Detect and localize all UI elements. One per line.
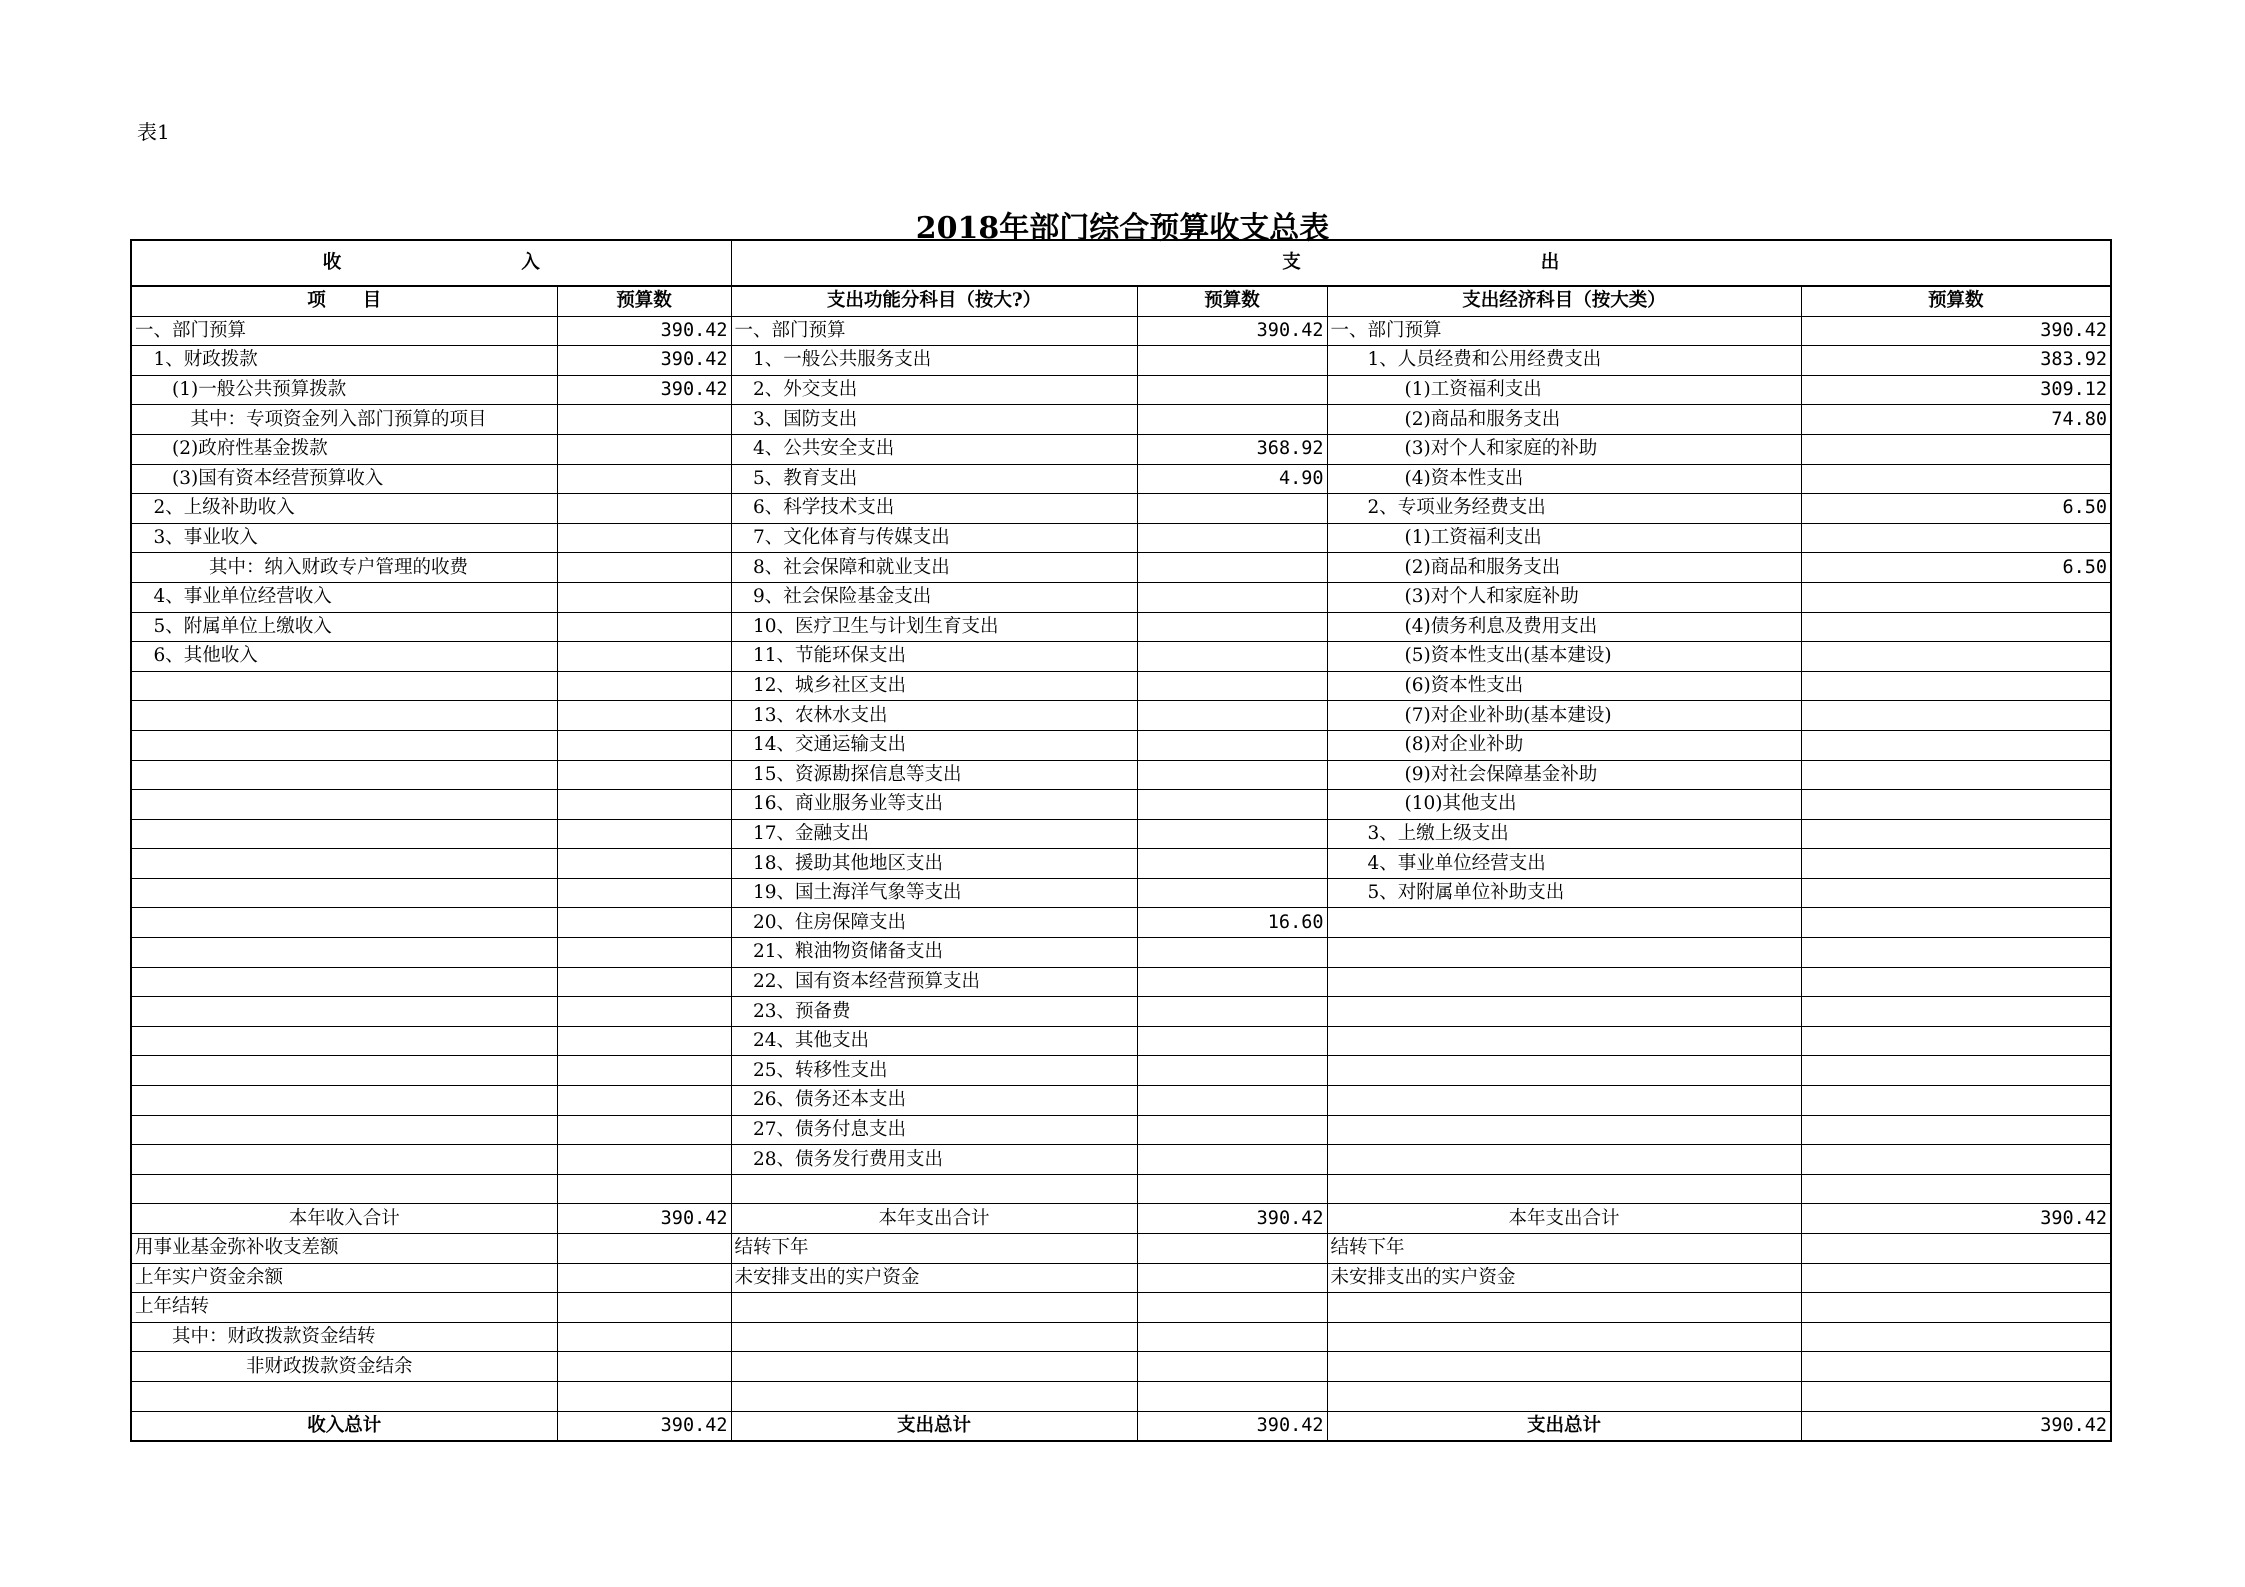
income-amount-cell: [557, 1381, 731, 1411]
income-amount-cell: [557, 1026, 731, 1056]
table-row: [131, 612, 2111, 642]
economic-item-cell: [1327, 1322, 1801, 1352]
economic-amount-cell: [1801, 760, 2111, 790]
economic-amount-cell: [1801, 1145, 2111, 1175]
economic-item-cell: [1327, 967, 1801, 997]
functional-amount-cell: [1137, 1234, 1327, 1264]
functional-amount-cell: [1137, 1322, 1327, 1352]
functional-item-cell: 23、预备费: [731, 997, 1137, 1027]
functional-item-cell: [731, 1381, 1137, 1411]
economic-item-cell: (1)工资福利支出: [1327, 523, 1801, 553]
functional-amount-cell: [1137, 1056, 1327, 1086]
functional-amount-cell: [1137, 1086, 1327, 1116]
functional-item-cell: 2、外交支出: [731, 375, 1137, 405]
functional-amount-cell: [1137, 790, 1327, 820]
income-item-cell: [131, 701, 557, 731]
economic-item-cell: (2)商品和服务支出: [1327, 405, 1801, 435]
economic-amount-cell: [1801, 967, 2111, 997]
income-amount-cell: [557, 642, 731, 672]
income-item-cell: 其中：纳入财政专户管理的收费: [131, 553, 557, 583]
economic-amount-cell: [1801, 908, 2111, 938]
table-row: [131, 1293, 2111, 1323]
functional-amount-cell: [1137, 819, 1327, 849]
functional-item-cell: 26、债务还本支出: [731, 1086, 1137, 1116]
table-row: [131, 701, 2111, 731]
table-row: [131, 967, 2111, 997]
table-row: [131, 1322, 2111, 1352]
table-row: [131, 908, 2111, 938]
table-row: [131, 1086, 2111, 1116]
functional-item-cell: 一、部门预算: [731, 316, 1137, 346]
economic-item-cell: 4、事业单位经营支出: [1327, 849, 1801, 879]
income-item-cell: 2、上级补助收入: [131, 494, 557, 524]
income-amount-cell: 390.42: [557, 346, 731, 376]
functional-item-cell: 24、其他支出: [731, 1026, 1137, 1056]
income-amount-cell: [557, 434, 731, 464]
economic-amount-cell: 390.42: [1801, 316, 2111, 346]
economic-item-cell: (2)商品和服务支出: [1327, 553, 1801, 583]
expense-section-header: [731, 240, 2111, 286]
income-item-cell: [131, 760, 557, 790]
functional-amount-cell: [1137, 938, 1327, 968]
economic-amount-cell: [1801, 1322, 2111, 1352]
economic-amount-cell: [1801, 1293, 2111, 1323]
income-section-header: [131, 240, 731, 286]
income-item-cell: 其中：财政拨款资金结转: [131, 1322, 557, 1352]
income-item-cell: [131, 878, 557, 908]
income-item-cell: 收入总计: [131, 1411, 557, 1441]
income-amount-cell: 390.42: [557, 375, 731, 405]
table-row: [131, 790, 2111, 820]
functional-item-cell: 5、教育支出: [731, 464, 1137, 494]
functional-item-cell: 28、债务发行费用支出: [731, 1145, 1137, 1175]
income-amount-cell: [557, 997, 731, 1027]
economic-item-cell: (3)对个人和家庭补助: [1327, 582, 1801, 612]
functional-amount-cell: [1137, 878, 1327, 908]
economic-amount-cell: 6.50: [1801, 494, 2111, 524]
economic-amount-cell: [1801, 878, 2111, 908]
income-item-cell: 一、部门预算: [131, 316, 557, 346]
economic-item-cell: [1327, 1026, 1801, 1056]
income-item-cell: 6、其他收入: [131, 642, 557, 672]
income-amount-cell: [557, 1322, 731, 1352]
income-amount-cell: [557, 1086, 731, 1116]
economic-amount-cell: 390.42: [1801, 1411, 2111, 1441]
income-amount-cell: [557, 967, 731, 997]
economic-amount-cell: 309.12: [1801, 375, 2111, 405]
table-row: [131, 464, 2111, 494]
table-row: [131, 346, 2111, 376]
table-row: [131, 1174, 2111, 1204]
functional-amount-cell: [1137, 1263, 1327, 1293]
income-amount-cell: [557, 1263, 731, 1293]
functional-item-cell: 3、国防支出: [731, 405, 1137, 435]
income-item-cell: 本年收入合计: [131, 1204, 557, 1234]
economic-amount-cell: [1801, 1056, 2111, 1086]
income-item-cell: [131, 1086, 557, 1116]
economic-item-cell: 3、上缴上级支出: [1327, 819, 1801, 849]
economic-amount-cell: [1801, 671, 2111, 701]
economic-item-cell: (9)对社会保障基金补助: [1327, 760, 1801, 790]
functional-item-cell: 18、援助其他地区支出: [731, 849, 1137, 879]
income-amount-cell: [557, 1145, 731, 1175]
functional-amount-cell: [1137, 967, 1327, 997]
table-row: [131, 1234, 2111, 1264]
economic-amount-cell: 383.92: [1801, 346, 2111, 376]
income-amount-cell: [557, 405, 731, 435]
income-item-cell: [131, 1381, 557, 1411]
economic-item-cell: 本年支出合计: [1327, 1204, 1801, 1234]
table-row: [131, 582, 2111, 612]
economic-item-cell: (3)对个人和家庭的补助: [1327, 434, 1801, 464]
functional-amount-cell: [1137, 346, 1327, 376]
income-item-cell: 非财政拨款资金结余: [131, 1352, 557, 1382]
economic-amount-cell: [1801, 464, 2111, 494]
functional-item-cell: 9、社会保险基金支出: [731, 582, 1137, 612]
income-amount-cell: [557, 849, 731, 879]
table-row: [131, 316, 2111, 346]
economic-item-cell: 结转下年: [1327, 1234, 1801, 1264]
income-item-cell: [131, 1115, 557, 1145]
economic-item-cell: [1327, 1352, 1801, 1382]
economic-amount-cell: [1801, 1381, 2111, 1411]
column-header-row: [131, 286, 2111, 316]
economic-amount-cell: [1801, 701, 2111, 731]
economic-amount-cell: 74.80: [1801, 405, 2111, 435]
table-row: [131, 819, 2111, 849]
table-row: [131, 997, 2111, 1027]
table-row: [131, 405, 2111, 435]
income-amount-cell: [557, 938, 731, 968]
table-row: [131, 878, 2111, 908]
table-row: [131, 1352, 2111, 1382]
table-row: [131, 1026, 2111, 1056]
income-amount-cell: [557, 701, 731, 731]
income-item-cell: [131, 819, 557, 849]
functional-amount-cell: [1137, 760, 1327, 790]
table-row: [131, 1056, 2111, 1086]
header-income-item: 项 目: [131, 286, 557, 316]
income-amount-cell: [557, 553, 731, 583]
functional-amount-cell: [1137, 849, 1327, 879]
income-item-cell: 用事业基金弥补收支差额: [131, 1234, 557, 1264]
income-amount-cell: [557, 908, 731, 938]
economic-amount-cell: [1801, 997, 2111, 1027]
budget-table: [130, 239, 2112, 1442]
table-row: [131, 760, 2111, 790]
page-title: 2018年部门综合预算收支总表: [915, 211, 1330, 246]
header-economic-amount: 预算数: [1801, 286, 2111, 316]
income-item-cell: [131, 967, 557, 997]
functional-item-cell: 8、社会保障和就业支出: [731, 553, 1137, 583]
functional-item-cell: 11、节能环保支出: [731, 642, 1137, 672]
table-row: [131, 1145, 2111, 1175]
income-item-cell: [131, 1145, 557, 1175]
expense-section-char-2: 出: [1540, 252, 1560, 273]
functional-item-cell: 7、文化体育与传媒支出: [731, 523, 1137, 553]
economic-item-cell: (7)对企业补助(基本建设): [1327, 701, 1801, 731]
functional-item-cell: 25、转移性支出: [731, 1056, 1137, 1086]
functional-item-cell: 14、交通运输支出: [731, 730, 1137, 760]
header-functional-item: 支出功能分科目（按大?）: [731, 286, 1137, 316]
income-item-cell: 4、事业单位经营收入: [131, 582, 557, 612]
economic-item-cell: (4)资本性支出: [1327, 464, 1801, 494]
income-item-cell: 上年实户资金余额: [131, 1263, 557, 1293]
functional-amount-cell: [1137, 582, 1327, 612]
functional-amount-cell: 4.90: [1137, 464, 1327, 494]
income-item-cell: [131, 1026, 557, 1056]
income-item-cell: 5、附属单位上缴收入: [131, 612, 557, 642]
income-amount-cell: [557, 582, 731, 612]
functional-item-cell: 16、商业服务业等支出: [731, 790, 1137, 820]
table-row: [131, 553, 2111, 583]
table-row: [131, 849, 2111, 879]
functional-item-cell: 结转下年: [731, 1234, 1137, 1264]
income-item-cell: 其中：专项资金列入部门预算的项目: [131, 405, 557, 435]
functional-amount-cell: [1137, 730, 1327, 760]
economic-amount-cell: [1801, 1086, 2111, 1116]
economic-item-cell: (1)工资福利支出: [1327, 375, 1801, 405]
functional-amount-cell: [1137, 1293, 1327, 1323]
income-section-char-2: 入: [521, 252, 540, 273]
income-amount-cell: [557, 1115, 731, 1145]
economic-item-cell: [1327, 908, 1801, 938]
economic-amount-cell: [1801, 1234, 2111, 1264]
economic-item-cell: 1、人员经费和公用经费支出: [1327, 346, 1801, 376]
income-item-cell: [131, 790, 557, 820]
income-amount-cell: [557, 671, 731, 701]
income-amount-cell: [557, 523, 731, 553]
income-item-cell: [131, 908, 557, 938]
economic-item-cell: [1327, 997, 1801, 1027]
header-functional-amount: 预算数: [1137, 286, 1327, 316]
functional-amount-cell: [1137, 1352, 1327, 1382]
functional-amount-cell: [1137, 1115, 1327, 1145]
income-amount-cell: [557, 612, 731, 642]
header-economic-item: 支出经济科目（按大类）: [1327, 286, 1801, 316]
income-item-cell: [131, 997, 557, 1027]
income-amount-cell: 390.42: [557, 1204, 731, 1234]
economic-item-cell: 未安排支出的实户资金: [1327, 1263, 1801, 1293]
functional-amount-cell: 368.92: [1137, 434, 1327, 464]
functional-item-cell: 13、农林水支出: [731, 701, 1137, 731]
functional-item-cell: 未安排支出的实户资金: [731, 1263, 1137, 1293]
economic-amount-cell: [1801, 642, 2111, 672]
functional-amount-cell: [1137, 642, 1327, 672]
functional-item-cell: 12、城乡社区支出: [731, 671, 1137, 701]
functional-item-cell: 1、一般公共服务支出: [731, 346, 1137, 376]
income-item-cell: 1、财政拨款: [131, 346, 557, 376]
economic-amount-cell: 6.50: [1801, 553, 2111, 583]
economic-amount-cell: [1801, 1174, 2111, 1204]
functional-amount-cell: [1137, 375, 1327, 405]
functional-amount-cell: [1137, 523, 1327, 553]
functional-amount-cell: [1137, 1174, 1327, 1204]
income-item-cell: [131, 1056, 557, 1086]
functional-amount-cell: [1137, 494, 1327, 524]
functional-item-cell: [731, 1322, 1137, 1352]
income-amount-cell: [557, 819, 731, 849]
table-row: [131, 642, 2111, 672]
economic-amount-cell: [1801, 938, 2111, 968]
income-item-cell: 3、事业收入: [131, 523, 557, 553]
income-item-cell: [131, 1174, 557, 1204]
income-item-cell: 上年结转: [131, 1293, 557, 1323]
functional-item-cell: 21、粮油物资储备支出: [731, 938, 1137, 968]
functional-item-cell: 17、金融支出: [731, 819, 1137, 849]
expense-section-char-1: 支: [1282, 252, 1301, 273]
economic-item-cell: 2、专项业务经费支出: [1327, 494, 1801, 524]
income-amount-cell: [557, 494, 731, 524]
income-item-cell: (2)政府性基金拨款: [131, 434, 557, 464]
functional-item-cell: 22、国有资本经营预算支出: [731, 967, 1137, 997]
table-row: [131, 1115, 2111, 1145]
economic-item-cell: (4)债务利息及费用支出: [1327, 612, 1801, 642]
income-amount-cell: [557, 730, 731, 760]
economic-amount-cell: 390.42: [1801, 1204, 2111, 1234]
functional-amount-cell: [1137, 671, 1327, 701]
economic-item-cell: [1327, 1115, 1801, 1145]
functional-amount-cell: 16.60: [1137, 908, 1327, 938]
economic-item-cell: [1327, 1145, 1801, 1175]
income-section-char-1: 收: [322, 252, 342, 273]
economic-item-cell: 支出总计: [1327, 1411, 1801, 1441]
economic-amount-cell: [1801, 730, 2111, 760]
economic-amount-cell: [1801, 582, 2111, 612]
economic-amount-cell: [1801, 1026, 2111, 1056]
functional-item-cell: 6、科学技术支出: [731, 494, 1137, 524]
functional-amount-cell: [1137, 405, 1327, 435]
table-row: [131, 671, 2111, 701]
income-amount-cell: [557, 878, 731, 908]
section-header-row: [131, 240, 2111, 286]
income-amount-cell: 390.42: [557, 316, 731, 346]
economic-amount-cell: [1801, 849, 2111, 879]
economic-item-cell: [1327, 1056, 1801, 1086]
table-row: [131, 375, 2111, 405]
table-row: [131, 1381, 2111, 1411]
functional-amount-cell: [1137, 1026, 1327, 1056]
economic-item-cell: 5、对附属单位补助支出: [1327, 878, 1801, 908]
economic-item-cell: (8)对企业补助: [1327, 730, 1801, 760]
economic-item-cell: [1327, 938, 1801, 968]
functional-item-cell: 4、公共安全支出: [731, 434, 1137, 464]
economic-amount-cell: [1801, 1263, 2111, 1293]
functional-amount-cell: [1137, 553, 1327, 583]
income-item-cell: [131, 730, 557, 760]
income-amount-cell: [557, 464, 731, 494]
economic-amount-cell: [1801, 612, 2111, 642]
functional-amount-cell: 390.42: [1137, 1204, 1327, 1234]
functional-item-cell: 20、住房保障支出: [731, 908, 1137, 938]
functional-item-cell: [731, 1293, 1137, 1323]
functional-amount-cell: [1137, 997, 1327, 1027]
economic-item-cell: (10)其他支出: [1327, 790, 1801, 820]
functional-item-cell: [731, 1174, 1137, 1204]
income-amount-cell: [557, 1352, 731, 1382]
table-row: [131, 434, 2111, 464]
functional-item-cell: 10、医疗卫生与计划生育支出: [731, 612, 1137, 642]
economic-item-cell: [1327, 1381, 1801, 1411]
income-item-cell: (1)一般公共预算拨款: [131, 375, 557, 405]
functional-item-cell: 15、资源勘探信息等支出: [731, 760, 1137, 790]
functional-item-cell: 本年支出合计: [731, 1204, 1137, 1234]
income-item-cell: [131, 938, 557, 968]
economic-item-cell: (6)资本性支出: [1327, 671, 1801, 701]
header-income-amount: 预算数: [557, 286, 731, 316]
table-row: [131, 1263, 2111, 1293]
income-amount-cell: [557, 1234, 731, 1264]
functional-amount-cell: [1137, 1381, 1327, 1411]
economic-item-cell: 一、部门预算: [1327, 316, 1801, 346]
income-amount-cell: [557, 790, 731, 820]
functional-amount-cell: [1137, 701, 1327, 731]
year-total-row: [131, 1204, 2111, 1234]
economic-amount-cell: [1801, 523, 2111, 553]
functional-item-cell: [731, 1352, 1137, 1382]
functional-item-cell: 27、债务付息支出: [731, 1115, 1137, 1145]
grand-total-row: [131, 1411, 2111, 1441]
table-row: [131, 730, 2111, 760]
functional-amount-cell: [1137, 612, 1327, 642]
income-item-cell: [131, 671, 557, 701]
economic-amount-cell: [1801, 1115, 2111, 1145]
economic-amount-cell: [1801, 1352, 2111, 1382]
economic-amount-cell: [1801, 434, 2111, 464]
economic-item-cell: [1327, 1293, 1801, 1323]
functional-amount-cell: [1137, 1145, 1327, 1175]
functional-amount-cell: 390.42: [1137, 316, 1327, 346]
table-row: [131, 938, 2111, 968]
income-amount-cell: [557, 760, 731, 790]
economic-item-cell: (5)资本性支出(基本建设): [1327, 642, 1801, 672]
economic-amount-cell: [1801, 819, 2111, 849]
income-amount-cell: 390.42: [557, 1411, 731, 1441]
functional-item-cell: 支出总计: [731, 1411, 1137, 1441]
functional-item-cell: 19、国土海洋气象等支出: [731, 878, 1137, 908]
income-amount-cell: [557, 1293, 731, 1323]
income-item-cell: (3)国有资本经营预算收入: [131, 464, 557, 494]
income-amount-cell: [557, 1174, 731, 1204]
table-row: [131, 494, 2111, 524]
document-label: 表1: [137, 120, 170, 144]
economic-amount-cell: [1801, 790, 2111, 820]
economic-item-cell: [1327, 1174, 1801, 1204]
functional-amount-cell: 390.42: [1137, 1411, 1327, 1441]
income-item-cell: [131, 849, 557, 879]
table-row: [131, 523, 2111, 553]
income-amount-cell: [557, 1056, 731, 1086]
economic-item-cell: [1327, 1086, 1801, 1116]
